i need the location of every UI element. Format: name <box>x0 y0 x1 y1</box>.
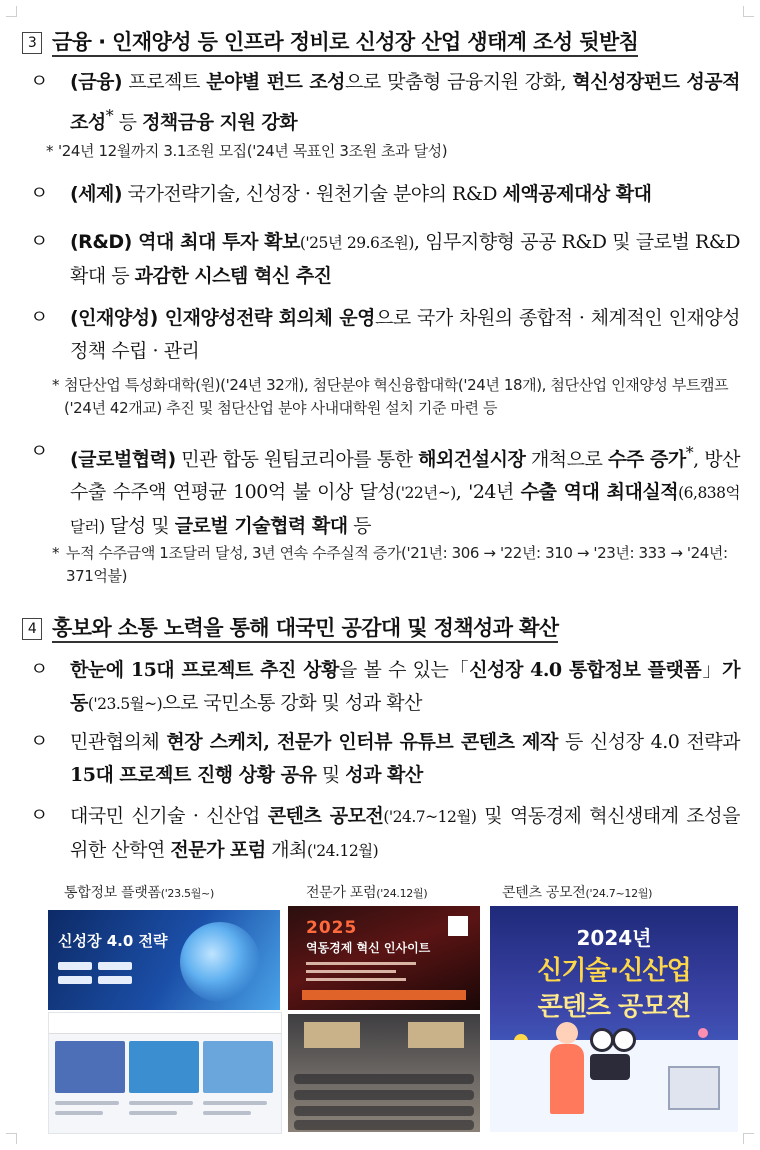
page-corner-mark <box>743 6 754 17</box>
bullet-emphasis: 과감한 시스템 혁신 추진 <box>134 265 332 287</box>
bullet-text: 국가전략기술, 신성장 · 원천기술 분야의 R&D <box>122 183 503 205</box>
conference-screen <box>408 1022 464 1048</box>
bullet-emphasis: 수출 역대 최대실적 <box>520 481 679 504</box>
forum-photo <box>288 1014 480 1132</box>
platform-banner-image <box>48 910 280 1010</box>
footnote-talent <box>52 374 738 420</box>
bullet-emphasis: 인재양성전략 회의체 운영 <box>157 307 375 329</box>
platform-logo-text: 신성장 4.0 전략 <box>58 932 168 950</box>
poster-year-text: 2024년 <box>576 926 652 950</box>
bullet-text: 프로젝트 <box>122 71 207 93</box>
bullet-small-text: ('25년 29.6조원) <box>299 234 414 252</box>
bullet-mark: ㅇ <box>30 306 49 328</box>
bullet-mark: ㅇ <box>30 658 49 680</box>
bullet-text: 달성 및 <box>104 515 175 538</box>
bullet-emphasis: 현장 스케치, 전문가 인터뷰 유튜브 콘텐츠 제작 <box>166 731 558 753</box>
bullet-text: 」 <box>701 659 723 681</box>
bullet-contest <box>30 800 740 868</box>
section-number-box: 4 <box>22 618 42 640</box>
bullet-text: 으로 국민소통 강화 및 성과 확산 <box>162 692 422 714</box>
forum-title-text: 역동경제 혁신 인사이트 <box>306 941 431 955</box>
poster-detail-line <box>306 978 406 981</box>
section-number-box: 3 <box>22 32 42 54</box>
bullet-text: 대국민 신기술 · 신산업 <box>70 805 268 827</box>
bullet-text: 민관 합동 원팀코리아를 통한 <box>175 448 419 471</box>
bullet-tag: (금융) <box>70 71 123 93</box>
video-camera-icon <box>590 1054 630 1080</box>
caption-date: ('24.12월) <box>376 887 428 900</box>
bullet-small-text: ('22년~) <box>395 484 456 503</box>
bullet-text: 개최 <box>265 839 307 861</box>
banner-menu-chip <box>58 962 92 970</box>
bullet-text: 및 <box>316 764 346 786</box>
bullet-text: 을 볼 수 있는「 <box>338 659 470 681</box>
bullet-text: , 임무지향형 공공 R&D 및 글로벌 R&D 확대 등 <box>70 231 741 287</box>
bullet-mark: ㅇ <box>30 440 49 462</box>
page-corner-mark <box>743 1133 754 1144</box>
bullet-emphasis: 15대 프로젝트 진행 상황 공유 <box>70 764 317 786</box>
footnote-mark: * <box>685 443 694 462</box>
bullet-talent <box>30 302 740 368</box>
person-head <box>556 1022 578 1044</box>
bullet-text: , 방산 수출 수주액 연평균 100억 불 이상 달성 <box>70 448 741 504</box>
news-text-line <box>55 1111 103 1115</box>
poster-detail-line <box>306 962 416 965</box>
audience-row <box>294 1106 474 1116</box>
bullet-youtube <box>30 726 740 792</box>
conference-screen <box>304 1022 360 1048</box>
bullet-text: 개척으로 <box>525 448 609 471</box>
audience-row <box>294 1120 474 1130</box>
bullet-small-text: ('24.7~12월) <box>383 808 477 826</box>
poster-title-line: 콘텐츠 공모전 <box>537 992 691 1022</box>
bullet-emphasis: 해외건설시장 <box>418 448 526 471</box>
page-nav-bar <box>49 1013 281 1034</box>
bullet-finance <box>30 66 740 139</box>
news-text-line <box>129 1101 193 1105</box>
footnote-text: 누적 수주금액 1조달러 달성, 3년 연속 수주실적 증가('21년: 306 → '22년: 310 → '23년: 333 → '24년: 371억불) <box>66 544 728 585</box>
bullet-text: 등 <box>347 515 372 538</box>
caption-date: ('24.7~12월) <box>585 887 653 900</box>
bullet-emphasis: 글로벌 기술협력 확대 <box>174 515 348 538</box>
footnote-orders <box>52 542 738 588</box>
photo-caption-platform <box>64 882 214 902</box>
footnote-asterisk: * <box>46 142 54 160</box>
bullet-text: 및 역동경제 혁신생태계 조성을 위한 산학연 <box>70 805 740 861</box>
page-corner-mark <box>6 6 17 17</box>
section-title: 홍보와 소통 노력을 통해 대국민 공감대 및 정책성과 확산 <box>52 616 558 643</box>
photo-caption-contest <box>502 882 652 902</box>
film-reel-icon <box>590 1028 614 1052</box>
bullet-small-text: ('24.12월) <box>307 842 379 860</box>
photo-caption-forum <box>306 882 427 902</box>
poster-title-line: 신기술·신산업 <box>537 956 691 986</box>
footnote-mark: * <box>105 106 114 125</box>
bullet-rnd <box>30 226 740 293</box>
bullet-mark: ㅇ <box>30 804 49 826</box>
bullet-text: 등 신성장 4.0 전략과 <box>557 731 741 753</box>
bullet-emphasis: 혁신성장펀드 성공적 조성 <box>70 71 741 134</box>
bullet-mark: ㅇ <box>30 230 49 252</box>
news-card-thumbnail <box>203 1041 273 1093</box>
bullet-small-text: (6,838억 달러) <box>70 484 741 537</box>
caption-date: ('23.5월~) <box>160 887 214 900</box>
caption-text: 통합정보 플랫폼 <box>64 885 161 901</box>
bullet-tag: (인재양성) <box>70 307 158 329</box>
poster-bottom-bar <box>302 990 466 1000</box>
bullet-tax <box>30 178 740 211</box>
bullet-text: 민관협의체 <box>70 731 167 753</box>
caption-text: 전문가 포럼 <box>306 885 377 901</box>
caption-text: 콘텐츠 공모전 <box>502 885 586 901</box>
bullet-small-text: ('23.5월~) <box>87 695 163 713</box>
news-card-thumbnail <box>55 1041 125 1093</box>
bullet-emphasis: 가동 <box>70 659 740 714</box>
bullet-mark: ㅇ <box>30 730 49 752</box>
news-text-line <box>55 1101 119 1105</box>
bullet-emphasis: 역대 최대 투자 확보 <box>131 231 300 253</box>
footnote-text: 첨단산업 특성화대학(원)('24년 32개), 첨단분야 혁신융합대학('24년 18개), 첨단산업 인재양성 부트캠프('24년 42개교) 추진 및 첨단산업 분야 사내대학원 설치 기준 마련 등 <box>64 376 729 417</box>
bullet-emphasis: 콘텐츠 공모전 <box>267 805 384 827</box>
section-3-heading <box>22 26 740 56</box>
bullet-emphasis: 세액공제대상 확대 <box>502 183 652 205</box>
section-4-heading <box>22 612 740 642</box>
bullet-emphasis: 전문가 포럼 <box>170 839 266 861</box>
forum-poster-image <box>288 906 480 1010</box>
footnote-text: '24년 12월까지 3.1조원 모집('24년 목표인 3조원 초과 달성) <box>58 142 448 160</box>
footnote-asterisk: * <box>52 376 60 394</box>
audience-row <box>294 1074 474 1084</box>
person-figure <box>550 1044 584 1114</box>
news-text-line <box>203 1111 251 1115</box>
news-text-line <box>129 1111 177 1115</box>
bullet-emphasis: 정책금융 지원 강화 <box>142 111 298 134</box>
forum-year-text: 2025 <box>306 918 358 938</box>
contest-poster-image <box>490 906 738 1132</box>
bullet-tag: (세제) <box>70 183 123 205</box>
qr-code-icon <box>448 916 468 936</box>
bullet-text: 으로 맞춤형 금융지원 강화, <box>345 71 573 93</box>
film-reel-icon <box>612 1028 636 1052</box>
footnote-fund <box>46 140 738 163</box>
bullet-tag: (R&D) <box>70 231 132 253</box>
banner-figure-graphic <box>180 922 260 1002</box>
bullet-emphasis: 신성장 4.0 통합정보 플랫폼 <box>469 659 702 681</box>
news-text-line <box>203 1101 267 1105</box>
bullet-emphasis: 분야별 펀드 조성 <box>206 71 346 93</box>
bullet-text: , '24년 <box>455 481 521 504</box>
bullet-emphasis: 수주 증가 <box>608 448 686 471</box>
bullet-text: 으로 국가 차원의 종합적 · 체계적인 인재양성정책 수립 · 관리 <box>70 307 740 362</box>
platform-page-image <box>48 1012 282 1134</box>
poster-detail-line <box>306 970 396 973</box>
bullet-emphasis: 한눈에 15대 프로젝트 추진 상황 <box>70 659 339 681</box>
bullet-text: 등 <box>113 111 143 134</box>
bullet-global <box>30 436 740 544</box>
banner-menu-chip <box>98 976 132 984</box>
decor-bubble <box>698 1028 708 1038</box>
bullet-emphasis: 성과 확산 <box>345 764 423 786</box>
bullet-mark: ㅇ <box>30 70 49 92</box>
footnote-asterisk: * <box>52 544 60 562</box>
banner-menu-chip <box>58 976 92 984</box>
page-corner-mark <box>6 1133 17 1144</box>
audience-row <box>294 1090 474 1100</box>
news-card-thumbnail <box>129 1041 199 1093</box>
bullet-platform <box>30 654 740 721</box>
bullet-tag: (글로벌협력) <box>70 448 176 471</box>
bullet-mark: ㅇ <box>30 182 49 204</box>
section-title: 금융 · 인재양성 등 인프라 정비로 신성장 산업 생태계 조성 뒷받침 <box>52 30 638 57</box>
banner-menu-chip <box>98 962 132 970</box>
clapperboard-icon <box>668 1066 720 1110</box>
